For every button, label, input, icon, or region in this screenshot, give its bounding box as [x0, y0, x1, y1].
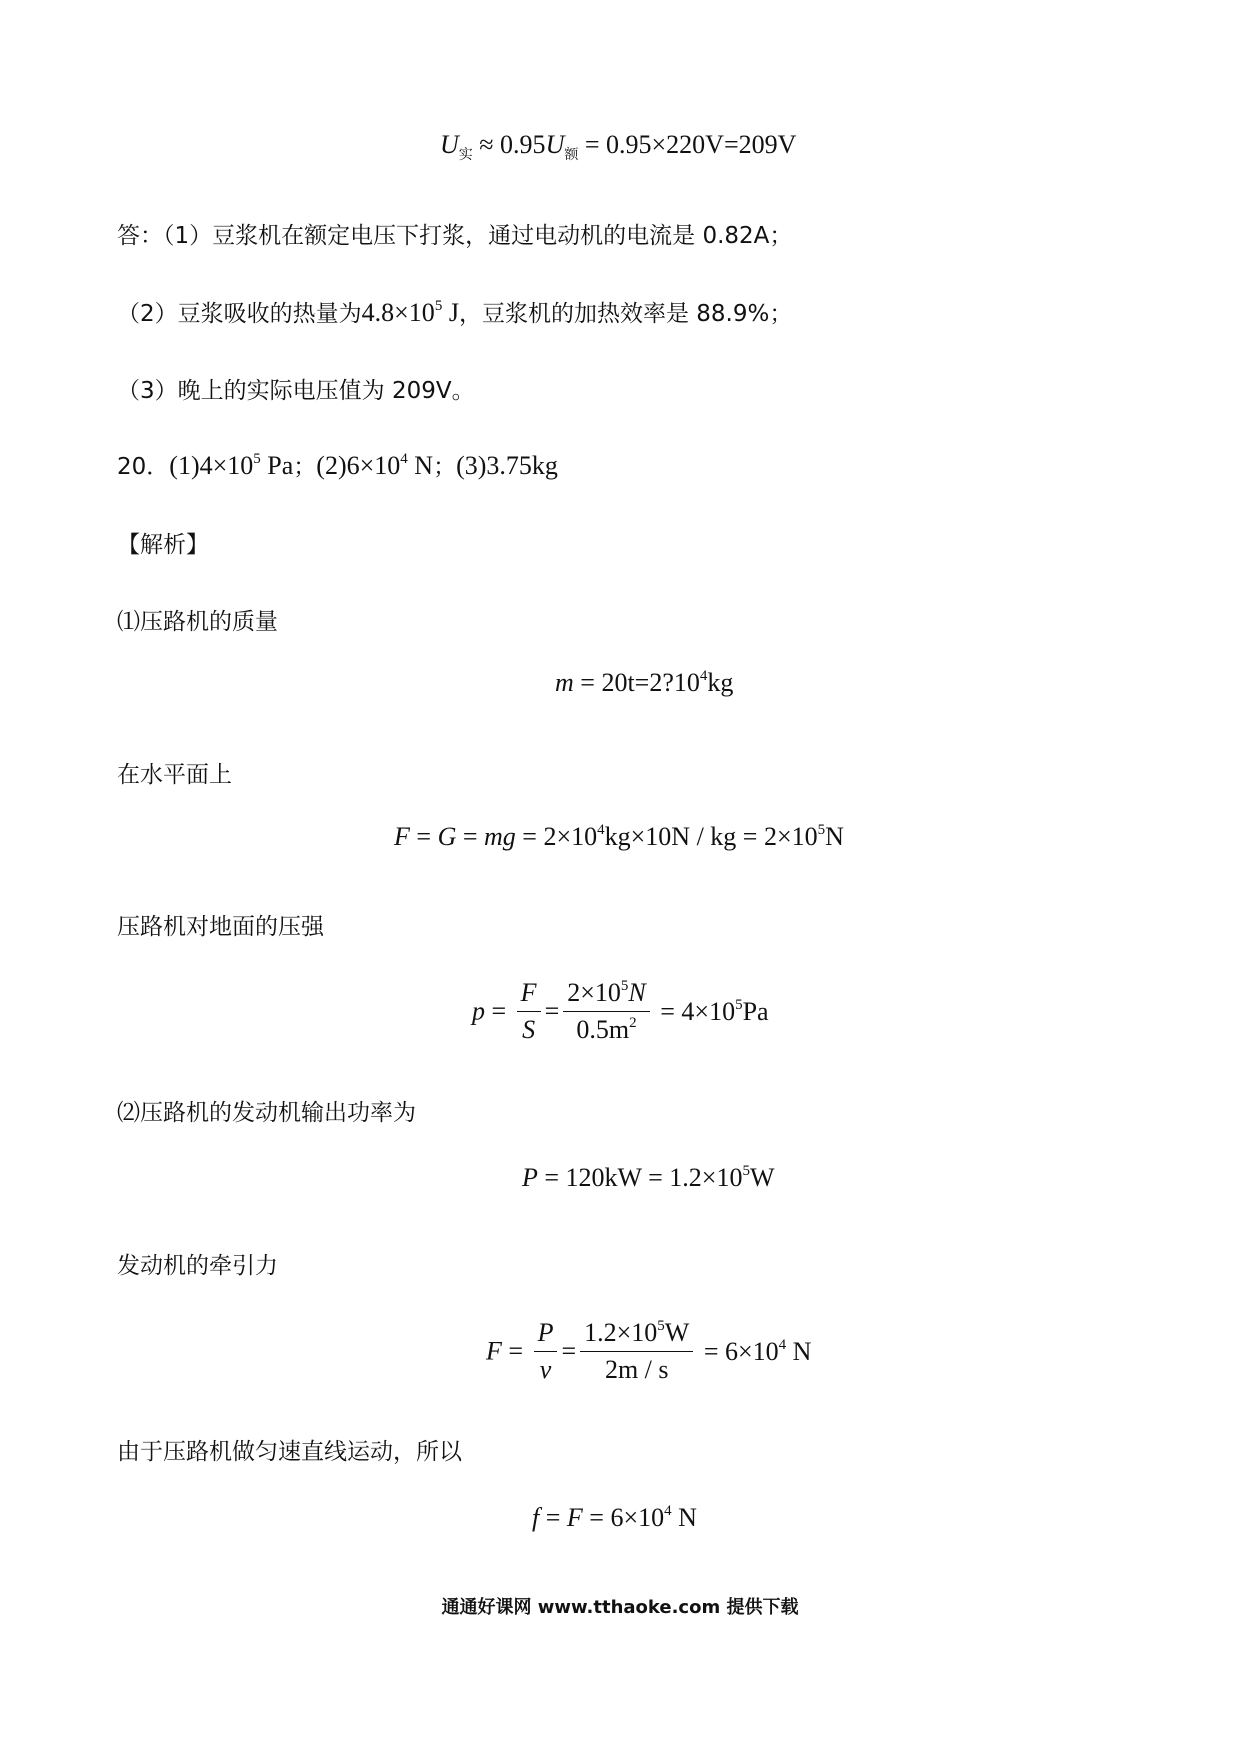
- step-uniform-motion-text: 由于压路机做匀速直线运动，所以: [117, 1439, 462, 1465]
- fraction-f-over-s: [517, 978, 541, 1045]
- rhs-part: = 0.95×220V=209V: [578, 130, 797, 159]
- power-rhs: = 120kW = 1.2×10: [537, 1163, 743, 1192]
- subscript-rated: 额: [564, 147, 579, 163]
- answer-line-3: （3）晚上的实际电压值为 209V。: [117, 378, 475, 404]
- part-2-value: 6×10: [346, 451, 401, 480]
- heat-exponent: 5: [434, 298, 443, 314]
- equation-power: [522, 1163, 775, 1193]
- equals-pressure-1: =: [485, 996, 513, 1026]
- numerator-force-value: 2×10: [567, 978, 621, 1007]
- traction-rhs: = 6×10: [697, 1336, 779, 1366]
- question-number: 20．: [117, 454, 170, 480]
- var-m: m: [555, 668, 574, 697]
- pressure-unit: Pa: [742, 996, 769, 1026]
- heat-unit: J: [442, 298, 459, 327]
- step-pressure-text: 压路机对地面的压强: [117, 914, 324, 940]
- numerator-force-unit: N: [628, 978, 646, 1007]
- force-exponent-2: 5: [817, 822, 826, 838]
- part-3-value: 3.75kg: [486, 451, 558, 480]
- equation-traction: F = $\frac{P}{v}$ = $\frac{1.2\times 10^5W}{2m / s}$ = $6\times 10^4$ N: [486, 1318, 812, 1384]
- mass-unit: kg: [707, 668, 734, 697]
- var-p: p: [472, 996, 485, 1026]
- part-1-label: (1): [169, 451, 200, 480]
- force-rhs-1: = 2×10: [515, 822, 598, 851]
- denominator-s: S: [522, 1015, 536, 1044]
- step-horizontal-text: 在水平面上: [117, 762, 232, 788]
- answer-line-1: 答：（1）豆浆机在额定电压下打浆，通过电动机的电流是 0.82A；: [117, 223, 793, 249]
- denominator-area: [563, 1012, 650, 1045]
- equals-2: =: [456, 822, 485, 851]
- force-exponent-1: 4: [597, 822, 605, 838]
- var-power: P: [522, 1163, 538, 1192]
- mass-exponent: 4: [699, 668, 708, 684]
- part-3-label: (3): [456, 451, 487, 480]
- friction-rhs: = 6×10: [582, 1503, 665, 1532]
- answer-2-suffix: ，豆浆机的加热效率是 88.9%；: [458, 301, 793, 327]
- denominator-speed: 2m / s: [604, 1355, 669, 1384]
- numerator-f: F: [517, 978, 541, 1012]
- part-2-label: (2): [316, 451, 347, 480]
- fraction-p-over-v: [534, 1318, 558, 1385]
- numerator-force: [563, 978, 650, 1012]
- pressure-exponent: 5: [735, 996, 743, 1013]
- var-u-rated: U: [545, 130, 565, 159]
- denominator-area-exponent: 2: [629, 1015, 637, 1031]
- numerator-power-exponent: 5: [657, 1318, 665, 1334]
- part-1-unit: Pa: [260, 451, 294, 480]
- power-unit: W: [749, 1163, 775, 1192]
- equation-pressure: p = $\frac{F}{S}$ = $\frac{2\times 10^5N}{0.5m^2}$ = $4\times 10^5Pa$: [472, 978, 769, 1044]
- approx-part: ≈ 0.95: [472, 130, 546, 159]
- var-u: U: [440, 130, 459, 159]
- answer-line-2: [117, 295, 792, 328]
- var-friction-capital-f: F: [566, 1503, 583, 1532]
- friction-exponent: 4: [664, 1503, 672, 1519]
- step-1-text: ⑴压路机的质量: [117, 609, 278, 635]
- part-1-exponent: 5: [253, 451, 261, 467]
- question-20-answer: [117, 448, 558, 481]
- separator-1: ；: [293, 454, 317, 480]
- equals-friction: =: [539, 1503, 567, 1532]
- numerator-power: [580, 1318, 693, 1352]
- var-f: F: [394, 822, 410, 851]
- mass-rhs: = 20t=2?10: [573, 668, 700, 697]
- equation-friction: [532, 1503, 697, 1533]
- force-rhs-2: kg×10N / kg = 2×10: [604, 822, 818, 851]
- equals-traction-1: =: [501, 1336, 530, 1366]
- subscript-actual: 实: [458, 147, 473, 163]
- separator-2: ；: [433, 454, 457, 480]
- var-friction-f: f: [532, 1503, 540, 1532]
- denominator-v: v: [539, 1355, 552, 1384]
- var-g: G: [437, 822, 457, 851]
- analysis-heading: 【解析】: [117, 532, 209, 558]
- equation-force: [394, 822, 844, 852]
- pressure-rhs: = 4×10: [653, 996, 736, 1026]
- step-traction-text: 发动机的牵引力: [117, 1253, 278, 1279]
- traction-exponent: 4: [778, 1336, 787, 1353]
- power-exponent: 5: [742, 1163, 750, 1179]
- equation-mass: [555, 668, 733, 698]
- traction-unit: N: [786, 1336, 812, 1366]
- denominator-area-value: 0.5m: [576, 1015, 630, 1044]
- part-1-value: 4×10: [199, 451, 254, 480]
- friction-unit: N: [671, 1503, 697, 1532]
- var-mg: mg: [484, 822, 516, 851]
- heat-value: 4.8×10: [361, 298, 435, 327]
- part-2-unit: N: [407, 451, 434, 480]
- page-footer: 通通好课网 www.tthaoke.com 提供下载: [441, 1597, 799, 1618]
- numerator-power-unit: W: [664, 1318, 690, 1347]
- equation-actual-voltage: [440, 130, 796, 164]
- numerator-power-value: 1.2×10: [584, 1318, 658, 1347]
- answer-2-prefix: （2）豆浆吸收的热量为: [117, 301, 362, 327]
- equals-1: =: [409, 822, 438, 851]
- numerator-p: P: [534, 1318, 558, 1352]
- numerator-force-exponent: 5: [620, 978, 629, 994]
- force-unit: N: [825, 822, 844, 851]
- part-2-exponent: 4: [400, 451, 408, 467]
- step-2-text: ⑵压路机的发动机输出功率为: [117, 1100, 416, 1126]
- fraction-power-over-speed: [580, 1318, 693, 1385]
- var-traction-f: F: [486, 1336, 502, 1366]
- fraction-force-over-area: [563, 978, 650, 1045]
